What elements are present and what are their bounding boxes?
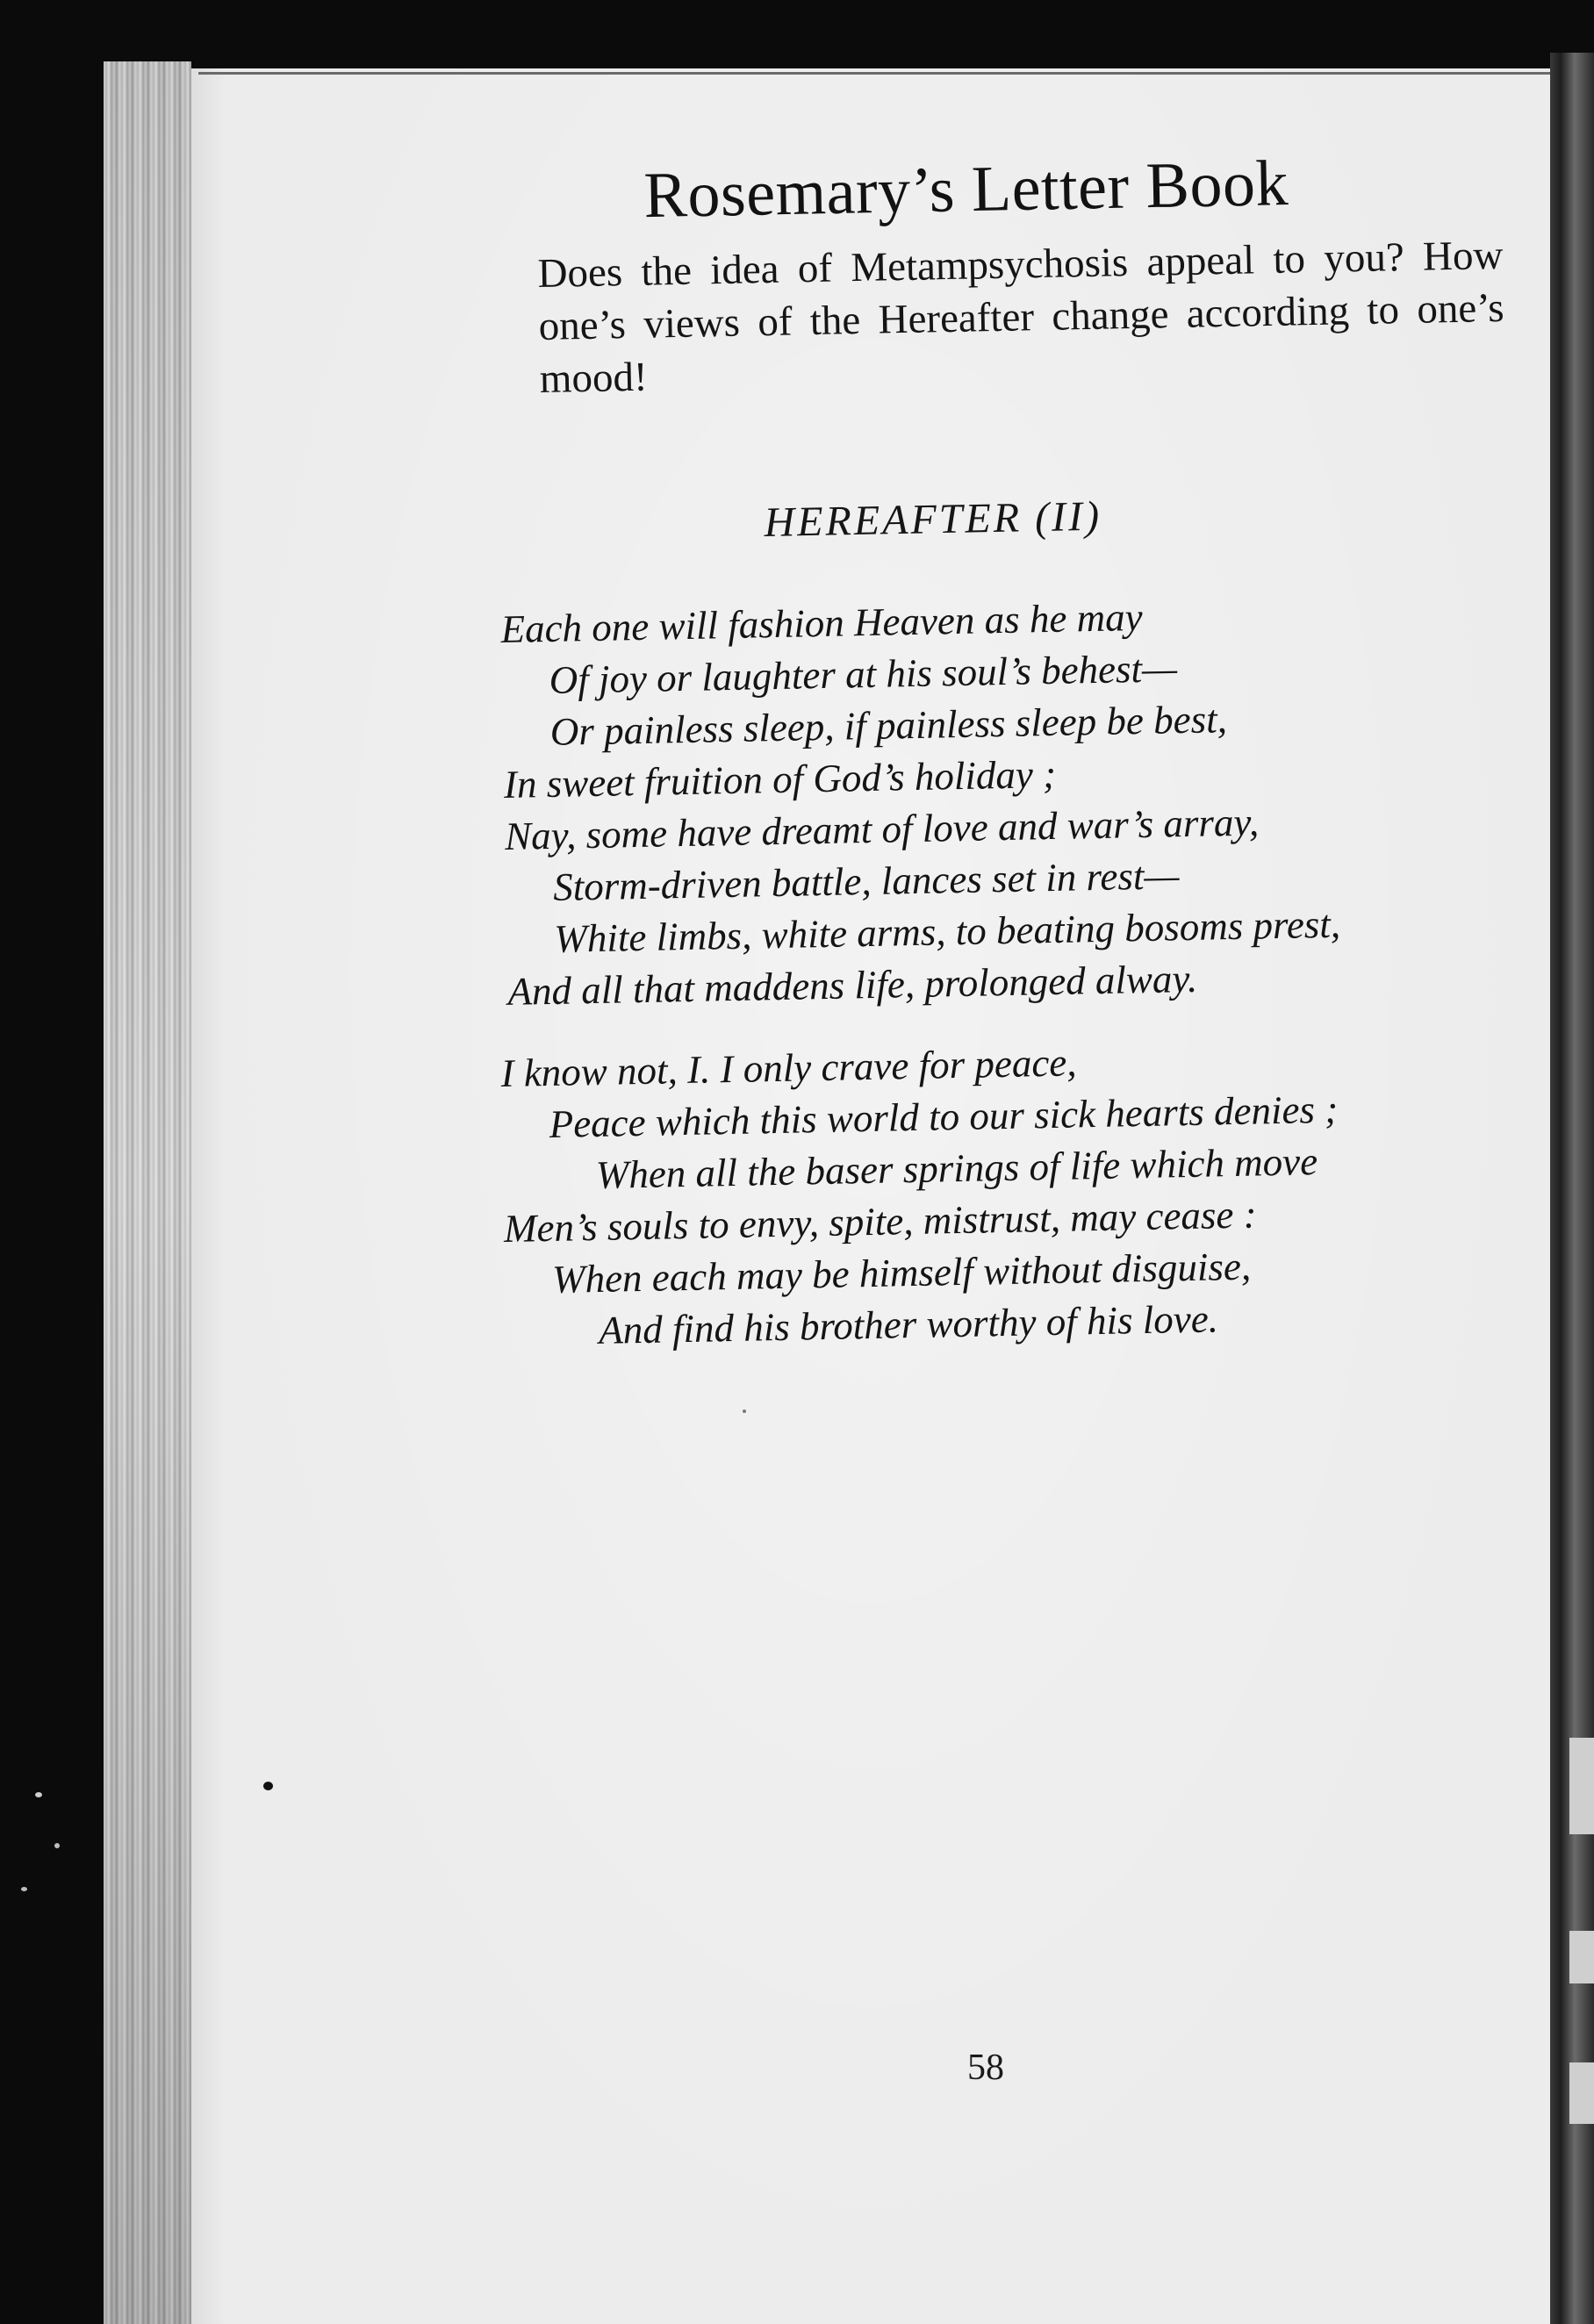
- page-top-edge: [198, 72, 1550, 75]
- poem-line: Storm-driven battle, lances set in rest—: [552, 853, 1180, 909]
- running-head: Rosemary’s Letter Book: [643, 147, 1289, 233]
- poem-line: Or painless sleep, if painless sleep be best,: [549, 697, 1228, 754]
- ink-speck: [263, 1782, 273, 1790]
- page-number: 58: [967, 2048, 1004, 2088]
- poem-line: Nay, some have dreamt of love and war’s array,: [504, 800, 1260, 858]
- poem-line: When each may be himself without disguise,: [551, 1244, 1252, 1302]
- edge-mark: [1569, 1738, 1594, 1834]
- poem-line: I know not, I. I only crave for peace,: [500, 1040, 1077, 1095]
- poem-line: Each one will fashion Heaven as he may: [500, 594, 1144, 651]
- poem-stanza-1: [500, 585, 1526, 1018]
- poem-stanza-2: [500, 1029, 1525, 1359]
- left-page-edges: [104, 61, 191, 2324]
- poem-line: And all that maddens life, prolonged alway.: [507, 956, 1198, 1014]
- scan-speck: [54, 1843, 60, 1848]
- poem-line: And find his brother worthy of his love.: [598, 1296, 1219, 1352]
- edge-mark: [1569, 2062, 1594, 2124]
- poem-line: Peace which this world to our sick hearts denies ;: [549, 1087, 1339, 1146]
- intro-paragraph: Does the idea of Metampsychosis appeal to you? How one’s views of the Hereafter change according to one’s mood!: [537, 232, 1505, 402]
- poem-line: Of joy or laughter at his soul’s behest—: [549, 646, 1178, 702]
- poem-title: HEREAFTER (II): [764, 492, 1102, 546]
- edge-mark: [1569, 1931, 1594, 1983]
- right-page-edge: [1550, 53, 1594, 2324]
- poem-line: When all the baser springs of life which move: [595, 1139, 1318, 1197]
- poem-line: Men’s souls to envy, spite, mistrust, may cease :: [503, 1192, 1258, 1251]
- scan-speck: [35, 1792, 42, 1797]
- poem-line: White limbs, white arms, to beating bosoms prest,: [553, 901, 1341, 961]
- scan-speck: [21, 1887, 27, 1891]
- ink-speck: [743, 1409, 746, 1413]
- poem-line: In sweet fruition of God’s holiday ;: [503, 751, 1057, 807]
